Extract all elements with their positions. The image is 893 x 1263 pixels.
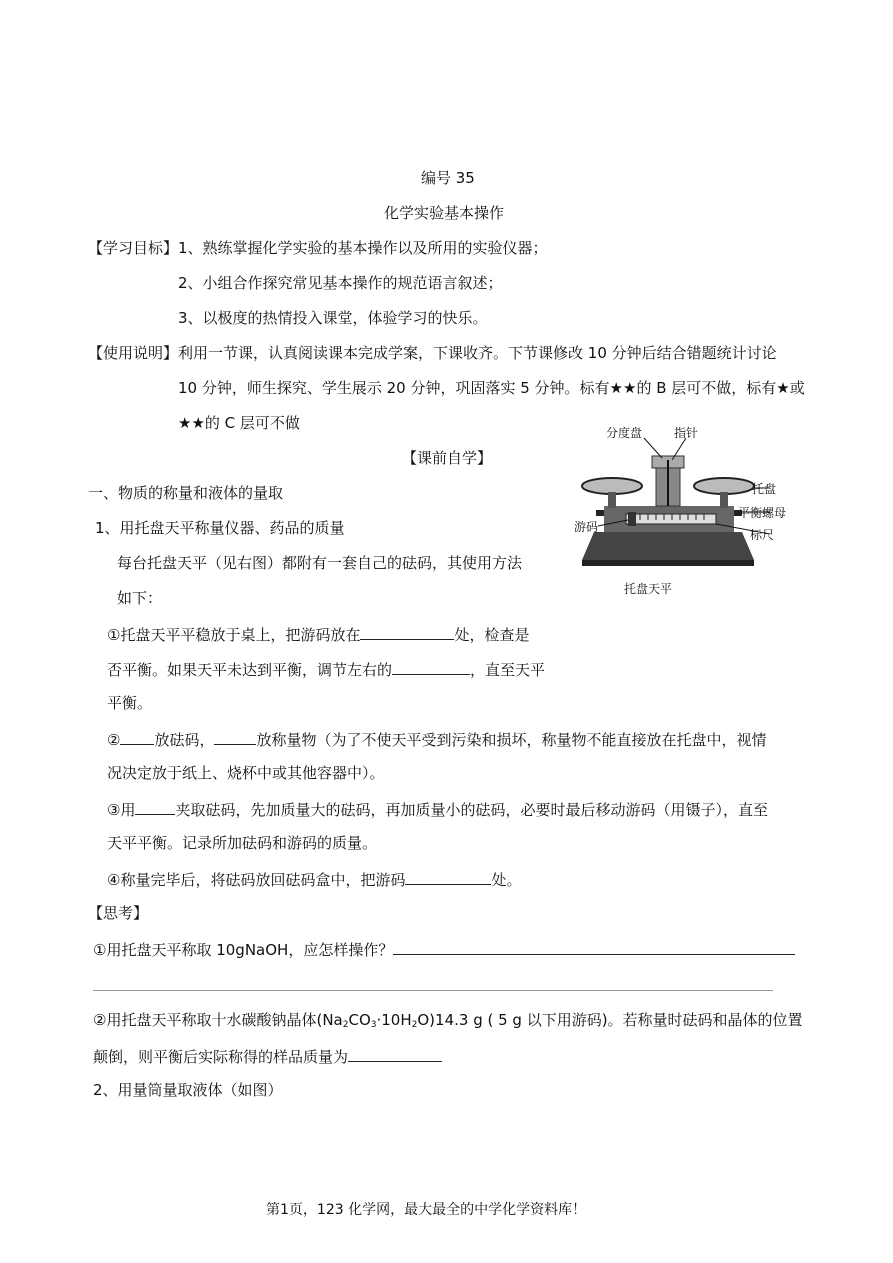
think-q2-text-a: ②用托盘天平称取十水碳酸钠晶体( [93,1011,323,1029]
part1-heading: 一、物质的称量和液体的量取 [88,484,284,502]
section-title: 【课前自学】 [402,449,493,467]
think-q2-text-b: )14.3 g ( 5 g 以下用游码)。若称量时砝码和晶体的位置 [429,1011,803,1029]
right-pan-stem [720,492,728,508]
balance-base [582,532,754,560]
usage-line-3: ★★的 C 层可不做 [178,414,300,432]
step-1-line-2 [107,658,545,680]
intro-line-2: 如下： [117,589,163,607]
rider [628,512,636,526]
goal-item-1: 1、熟练掌握化学实验的基本操作以及所用的实验仪器； [178,239,548,257]
step-2-text-c: 放称量物（为了不使天平受到污染和损坏，称量物不能直接放在托盘中，视情 [256,731,767,749]
doc-number: 编号 35 [421,169,475,187]
goal-item-2: 2、小组合作探究常见基本操作的规范语言叙述； [178,274,503,292]
step-1-text-b: 处，检查是 [454,626,530,644]
goal-item-3: 3、以极度的热情投入课堂，体验学习的快乐。 [178,309,488,327]
answer-blank[interactable] [360,623,454,640]
balance-nut [596,510,604,516]
left-pan-stem [608,492,616,508]
step-2-line-2: 况决定放于纸上、烧杯中或其他容器中）。 [107,764,385,782]
label-scale: 标尺 [750,528,775,542]
usage-line-2: 10 分钟，师生探究、学生展示 20 分钟，巩固落实 5 分钟。标有★★的 B 层可不做，标有★或 [178,379,805,397]
think-q2-text-c: 颠倒，则平衡后实际称得的样品质量为 [93,1048,349,1066]
label-pan: 托盘 [752,482,777,496]
answer-blank[interactable] [214,728,256,745]
part2-sub2: 2、用量筒量取液体（如图） [93,1081,283,1099]
think-q1 [93,938,795,960]
balance-figure [574,420,789,605]
label-nut: 平衡螺母 [738,506,787,520]
usage-label: 【使用说明】 [88,344,179,362]
goals-label: 【学习目标】 [88,239,179,257]
answer-blank[interactable] [120,728,154,745]
label-pointer: 指针 [674,426,699,440]
step-1-line-3: 平衡。 [107,694,153,712]
right-pan [694,478,754,494]
formula: $Na_2CO_3\cdot 10H_2O$ [322,1011,430,1030]
step-1-text-a: ①托盘天平平稳放于桌上，把游码放在 [107,626,361,644]
step-4-text-b: 处。 [491,871,522,889]
think-label: 【思考】 [88,904,149,922]
step-3-line-1 [107,798,768,820]
step-1-line-1 [107,623,529,645]
think-q2-line-2 [93,1045,442,1067]
figure-caption: 托盘天平 [624,582,673,596]
page-title: 化学实验基本操作 [384,204,505,222]
usage-block [88,343,777,363]
usage-line-1: 利用一节课，认真阅读课本完成学案，下课收齐。下节课修改 10 分钟后结合错题统计讨论 [178,344,777,362]
step-3-text-a: ③用 [107,801,136,819]
answer-blank[interactable] [135,798,175,815]
step-4-line [107,868,521,890]
balance-drawing [574,420,789,580]
goals-block [88,238,548,258]
part1-sub1: 1、用托盘天平称量仪器、药品的质量 [95,519,345,537]
balance-base-bottom [582,560,754,566]
label-dial: 分度盘 [606,426,643,440]
answer-blank[interactable] [348,1045,442,1062]
think-q2-line-1 [93,1010,803,1035]
step-2-text-b: 放砝码， [154,731,215,749]
step-3-text-b: 夹取砝码，先加质量大的砝码，再加质量小的砝码，必要时最后移动游码（用镊子），直至 [175,801,768,819]
page-footer: 第1页，123 化学网，最大最全的中学化学资料库！ [266,1202,587,1218]
step-4-text-a: ④称量完毕后，将砝码放回砝码盒中，把游码 [107,871,406,889]
step-2-line-1 [107,728,766,750]
step-1-text-c: 否平衡。如果天平未达到平衡，调节左右的 [107,661,393,679]
step-2-text-a: ② [107,731,121,749]
intro-line-1: 每台托盘天平（见右图）都附有一套自己的砝码，其使用方法 [117,554,523,572]
left-pan [582,478,642,494]
answer-blank[interactable] [392,658,470,675]
step-3-line-2: 天平平衡。记录所加砝码和游码的质量。 [107,834,378,852]
think-q1-text: ①用托盘天平称取 10gNaOH，应怎样操作？ [93,941,394,959]
step-1-text-d: ，直至天平 [470,661,546,679]
label-rider: 游码 [574,520,599,534]
answer-blank[interactable] [405,868,491,885]
answer-blank[interactable] [393,938,795,955]
answer-line[interactable] [93,990,773,991]
